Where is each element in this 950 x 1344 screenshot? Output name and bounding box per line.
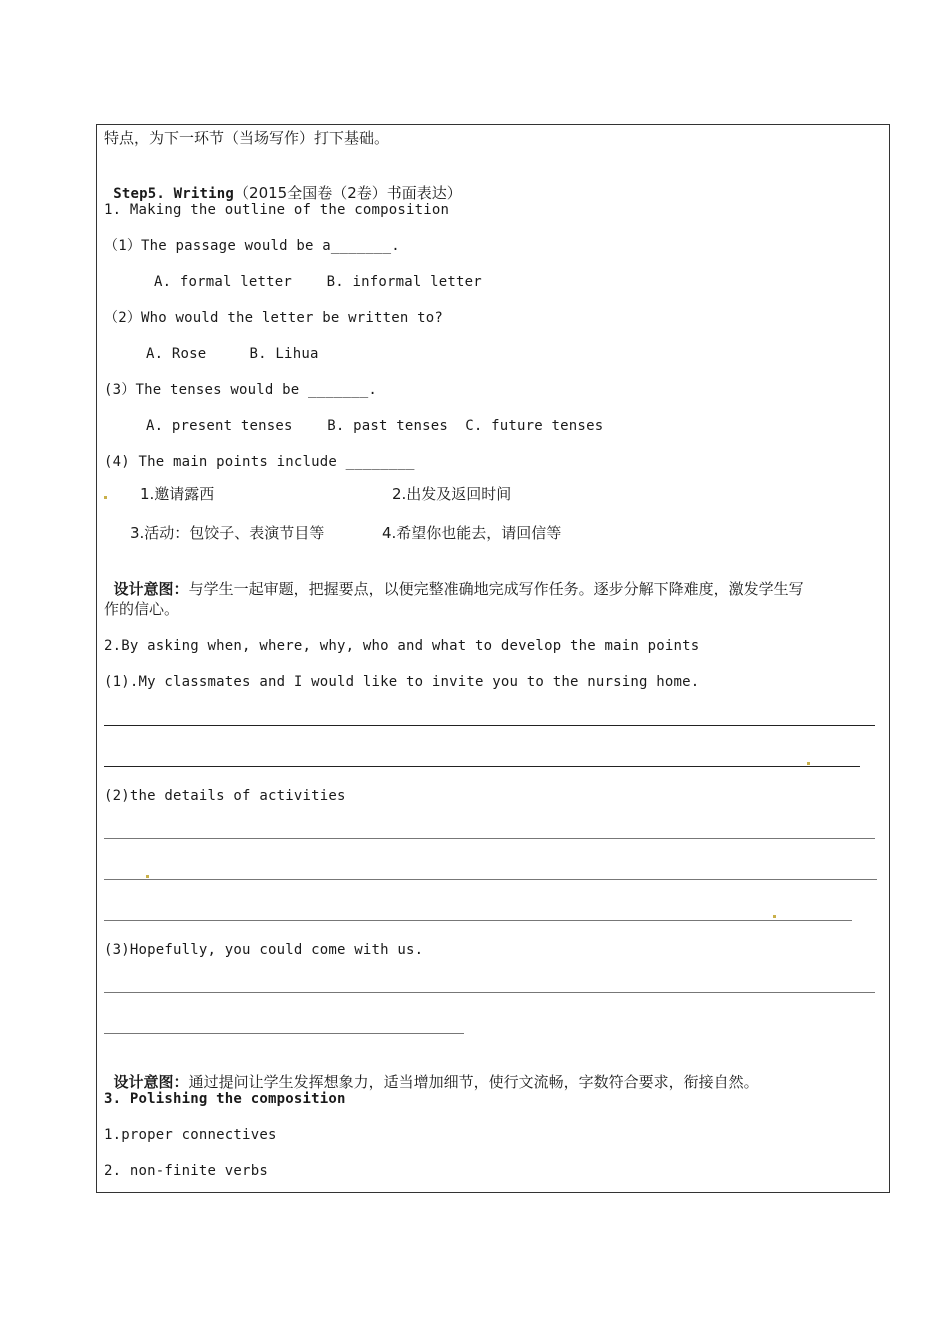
question-1: （1）The passage would be a_______. <box>104 238 400 254</box>
question-2-options: A. Rose B. Lihua <box>146 346 319 362</box>
answer-line <box>104 838 875 839</box>
main-point-3: 3.活动：包饺子、表演节目等 <box>130 524 325 542</box>
outline-heading: 1. Making the outline of the composition <box>104 202 450 218</box>
step5-heading <box>104 163 462 204</box>
main-point-1: 1.邀请露西 <box>140 485 215 503</box>
design-intent-1 <box>104 559 804 599</box>
question-3: (3）The tenses would be _______. <box>104 382 378 398</box>
speck-mark <box>773 915 776 918</box>
step5-label: Step5. Writing <box>113 186 235 202</box>
answer-line <box>104 992 875 993</box>
speck-mark <box>807 762 810 765</box>
question-2: （2）Who would the letter be written to? <box>104 310 444 326</box>
design-intent-1-cont: 作的信心。 <box>104 600 180 618</box>
design-intent-label: 设计意图： <box>113 1073 189 1091</box>
design-intent-2 <box>104 1052 759 1092</box>
develop-point-3: (3)Hopefully, you could come with us. <box>104 942 424 958</box>
develop-heading: 2.By asking when, where, why, who and what to develop the main points <box>104 638 700 654</box>
speck-mark <box>146 875 149 878</box>
develop-point-1: (1).My classmates and I would like to invite you to the nursing home. <box>104 674 700 690</box>
question-4: (4) The main points include ________ <box>104 454 415 470</box>
answer-line <box>104 1033 464 1034</box>
design-intent-text: 通过提问让学生发挥想象力，适当增加细节，使行文流畅，字数符合要求，衔接自然。 <box>188 1073 759 1091</box>
main-point-4: 4.希望你也能去，请回信等 <box>382 524 562 542</box>
design-intent-text: 与学生一起审题，把握要点，以便完整准确地完成写作任务。逐步分解下降难度，激发学生写 <box>188 580 804 598</box>
intro-tail: 特点，为下一环节（当场写作）打下基础。 <box>104 129 390 147</box>
main-point-2: 2.出发及返回时间 <box>392 485 512 503</box>
answer-line <box>104 920 852 921</box>
question-1-options: A. formal letter B. informal letter <box>154 274 482 290</box>
design-intent-label: 设计意图： <box>113 580 189 598</box>
answer-line <box>104 766 860 767</box>
speck-mark <box>104 496 107 499</box>
polish-item-2: 2. non-finite verbs <box>104 1163 268 1179</box>
answer-line <box>104 879 877 880</box>
answer-line <box>104 725 875 726</box>
develop-point-2: (2)the details of activities <box>104 788 346 804</box>
question-3-options: A. present tenses B. past tenses C. future tenses <box>146 418 604 434</box>
polish-heading: 3. Polishing the composition <box>104 1091 346 1107</box>
step5-suffix: （2015全国卷（2卷）书面表达） <box>234 184 462 202</box>
polish-item-1: 1.proper connectives <box>104 1127 277 1143</box>
